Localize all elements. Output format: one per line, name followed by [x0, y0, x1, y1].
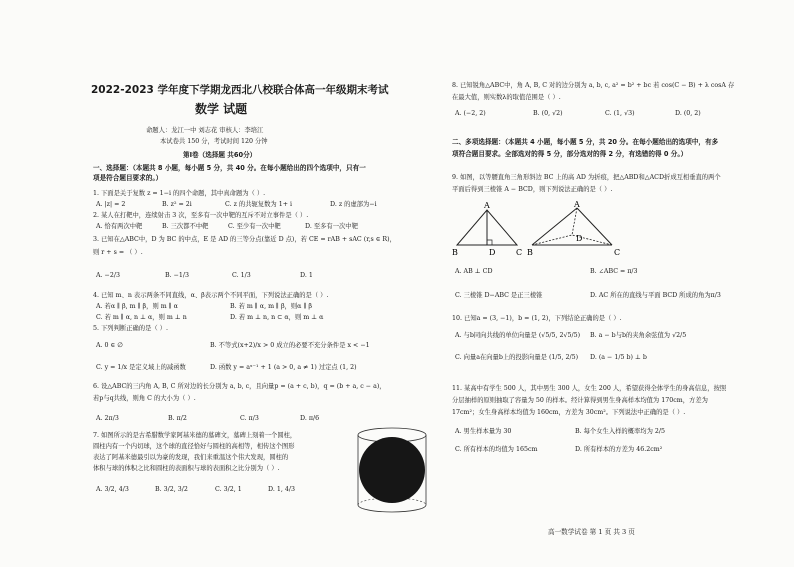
section2-heading-cont: 项符合题目要求。全部选对的得 5 分，部分选对的得 2 分，有选错的得 0 分。） [452, 150, 688, 158]
question-11-line2: 分层抽样的原则抽取了容量为 50 的样本。经计算得到男生身高样本均值为 170cm，方差为 [452, 397, 708, 404]
q8-option-b: B. (0, √2) [533, 110, 563, 117]
triangle-fold-figure [452, 200, 632, 262]
q6-option-c: C. π/3 [240, 415, 259, 422]
q1-option-b: B. z² = 2i [162, 201, 192, 208]
question-11-line3: 17cm²；女生身高样本均值为 160cm，方差为 30cm²。下列说法中正确的是（ ）. [452, 409, 686, 416]
fig9-label-a1: A [484, 201, 490, 210]
question-9-cont: 平面后得到三棱锥 A − BCD，则下列说法正确的是（ ）. [452, 186, 613, 193]
q1-option-c: C. z 的共轭复数为 1+ i [225, 201, 292, 208]
page-footer: 高一数学试卷 第 1 页 共 3 页 [548, 528, 635, 536]
question-3-cont: 则 r + s = （ ）. [93, 249, 143, 256]
q5-option-b: B. 不等式(x+2)/x > 0 成立的必要不充分条件是 x < −1 [210, 342, 370, 349]
question-7: 7. 如图所示的是古希腊数学家阿基米德的墓碑文，墓碑上刻着一个圆柱， [93, 432, 297, 439]
q4-option-c: C. 若 m ∥ α, n ⊥ α，则 m ⊥ n [96, 314, 187, 321]
q7-option-c: C. 3/2, 1 [215, 486, 242, 493]
q6-option-b: B. π/2 [168, 415, 187, 422]
question-3: 3. 已知在△ABC中，D 为 BC 的中点，E 是 AD 的三等分点(靠近 D 点)，若 CE = rAB + sAC (r,s ∈ R)， [93, 236, 396, 243]
fig9-label-c1: C [516, 248, 523, 257]
fig9-label-b1: B [452, 248, 458, 257]
q11-option-b: B. 每个女生入样的概率均为 2/5 [575, 428, 666, 435]
q7-option-d: D. 1, 4/3 [268, 486, 295, 493]
q10-option-a: A. 与b同向共线的单位向量是 (√5/5, 2√5/5) [455, 332, 581, 339]
q6-option-a: A. 2π/3 [96, 415, 119, 422]
fig9-label-c2: C [614, 248, 621, 257]
q11-option-c: C. 所有样本的均值为 165cm [455, 446, 538, 453]
q9-option-c: C. 三棱锥 D−ABC 是正三棱锥 [455, 292, 543, 299]
q3-option-b: B. −1/3 [165, 272, 190, 279]
question-9: 9. 如图，以等腰直角三角形斜边 BC 上的高 AD 为折痕，把△ABD和△ACD折成互相垂直的两个 [452, 174, 721, 181]
question-2: 2. 某人在打靶中，连续射击 3 次，至多有一次中靶的互斥不对立事件是（ ）. [93, 212, 309, 219]
q2-option-b: B. 三次都不中靶 [162, 223, 209, 230]
q7-option-b: B. 3/2, 3/2 [155, 486, 188, 493]
cylinder-sphere-figure [350, 425, 435, 515]
q2-option-a: A. 恰有两次中靶 [96, 223, 143, 230]
q6-option-d: D. π/6 [300, 415, 320, 422]
question-10: 10. 已知a = (3, −1)，b = (1, 2)，下列结论正确的是（ ）. [452, 315, 622, 322]
q5-option-c: C. y = 1/x 是定义域上的减函数 [96, 364, 186, 371]
q10-option-c: C. 向量a在向量b上的投影向量是 (1/5, 2/5) [455, 354, 579, 361]
q7-option-a: A. 3/2, 4/3 [96, 486, 129, 493]
question-8-cont: 在最大值，则实数λ的取值范围是（ ）. [452, 94, 561, 101]
q3-option-a: A. −2/3 [96, 272, 120, 279]
question-7-line3: 表达了阿基米德最引以为豪的发现，我们来重温这个伟大发现，圆柱的 [93, 454, 289, 461]
question-1: 1. 下面是关于复数 z = 1−i 的四个命题，其中真命题为（ ）. [93, 190, 266, 197]
q2-option-c: C. 至少有一次中靶 [228, 223, 281, 230]
question-6: 6. 设△ABC的三内角 A, B, C 所对边的长分别为 a, b, c，且向量p = (a + c, b)，q = (b + a, c − a)， [93, 383, 386, 390]
section1-heading: 一、选择题：（本题共 8 小题，每小题 5 分，共 40 分。在每小题给出的四个选项中，只有一 [93, 164, 366, 172]
q8-option-d: D. (0, 2) [675, 110, 701, 117]
q3-option-d: D. 1 [300, 272, 313, 279]
q4-option-d: D. 若 m ⊥ n, n ⊂ α，则 m ⊥ α [230, 314, 324, 321]
q4-option-b: B. 若 m ∥ α, m ∥ β，则α ∥ β [230, 303, 312, 310]
question-11: 11. 某高中有学生 500 人，其中男生 300 人，女生 200 人，希望获得全体学生的身高信息，按照 [452, 385, 727, 392]
exam-authors: 命题人：龙江一中 刘志花 审核人：李培江 [146, 127, 264, 134]
question-4: 4. 已知 m、n 表示两条不同直线，α、β表示两个不同平面，下列说法正确的是（ ）. [93, 292, 329, 299]
q1-option-d: D. z 的虚部为−i [330, 201, 377, 208]
fig9-label-a2: A [574, 200, 580, 209]
q8-option-c: C. (1, √3) [605, 110, 635, 117]
q2-option-d: D. 至多有一次中靶 [305, 223, 358, 230]
question-6-cont: 若p与q共线，则角 C 的大小为（ ）. [93, 395, 196, 402]
question-7-line2: 圆柱内有一个内切球，这个球的直径恰好与圆柱的高相等，相传这个图形 [93, 443, 295, 450]
exam-subtitle: 数学 试题 [195, 102, 248, 116]
q11-option-a: A. 男生样本量为 30 [455, 428, 512, 435]
fig9-label-d2: D [576, 234, 583, 243]
q1-option-a: A. |z| = 2 [96, 201, 126, 208]
q3-option-c: C. 1/3 [232, 272, 251, 279]
q9-option-d: D. AC 所在的直线与平面 BCD 所成的角为π/3 [590, 292, 721, 299]
q9-option-a: A. AB ⊥ CD [455, 268, 493, 275]
q10-option-d: D. (a − 1/5 b) ⊥ b [590, 354, 647, 361]
section2-heading: 二、多项选择题：（本题共 4 小题，每小题 5 分，共 20 分。在每小题给出的选项中，有多 [452, 138, 719, 146]
section1-heading-cont: 项是符合题目要求的。） [93, 174, 163, 182]
fig9-label-b2: B [527, 248, 533, 257]
q9-option-b: B. ∠ABC = π/3 [590, 268, 638, 275]
exam-title: 2022-2023 学年度下学期龙西北八校联合体高一年级期末考试 [91, 84, 389, 96]
exam-duration: 本试卷共 150 分，考试时间 120 分钟 [160, 138, 268, 145]
q5-option-d: D. 函数 y = aˣ⁻¹ + 1 (a > 0, a ≠ 1) 过定点 (1, 2) [210, 364, 357, 371]
part1-heading: 第Ⅰ卷（选择题 共60分） [183, 151, 257, 159]
q10-option-b: B. a − b与b的夹角余弦值为 √2/5 [590, 332, 687, 339]
q8-option-a: A. (−2, 2) [455, 110, 486, 117]
q4-option-a: A. 若α ∥ β, m ∥ β，则 m ∥ α [96, 303, 178, 310]
fig9-label-d1: D [489, 248, 496, 257]
question-8: 8. 已知锐角△ABC中，角 A, B, C 对的边分别为 a, b, c, a² = b² + bc 若 cos(C − B) + λ cosA 存 [452, 82, 735, 89]
q11-option-d: D. 所有样本的方差为 46.2cm² [575, 446, 663, 453]
question-5: 5. 下列判断正确的是（ ）. [93, 325, 168, 332]
q5-option-a: A. 0 ∈ ∅ [96, 342, 123, 349]
question-7-line4: 体积与球的体积之比和圆柱的表面积与球的表面积之比分别为（ ）. [93, 465, 280, 472]
